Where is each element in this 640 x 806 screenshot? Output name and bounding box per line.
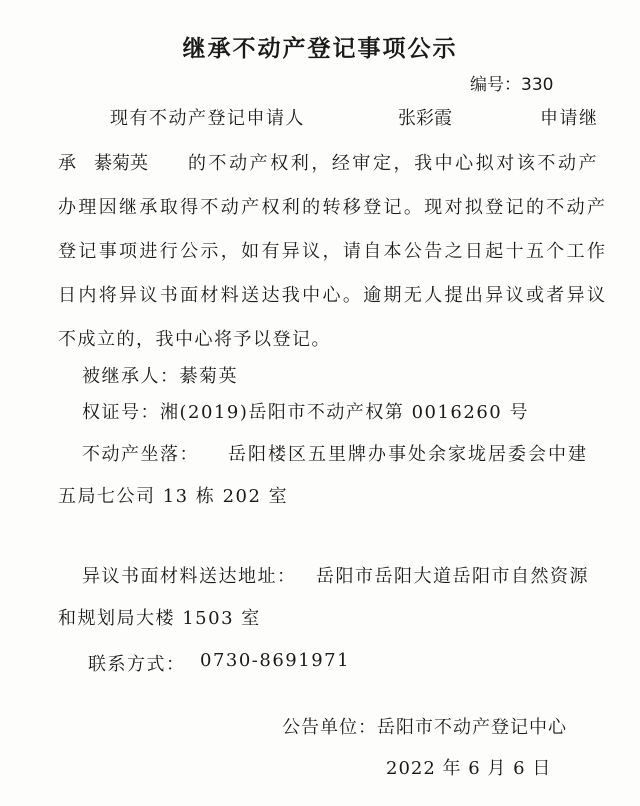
intro-prefix: 现有不动产登记申请人 xyxy=(110,108,305,129)
decedent-label: 被继承人： xyxy=(82,366,180,387)
intro-cont-prefix: 承 xyxy=(58,153,78,174)
certificate-number: 湘(2019)岳阳市不动产权第 0016260 号 xyxy=(160,402,529,423)
location-label: 不动产坐落： xyxy=(82,444,199,465)
applicant-name: 张彩霞 xyxy=(398,108,452,129)
intro-apply: 申请继 xyxy=(540,108,599,129)
contact-label: 联系方式： xyxy=(88,654,186,675)
body-line: 登记事项进行公示，如有异议，请自本公告之日起十五个工作 xyxy=(58,241,606,262)
notice-title: 继承不动产登记事项公示 xyxy=(182,36,458,62)
serial-label: 编号： xyxy=(470,75,521,95)
objection-line-2: 和规划局大楼 1503 室 xyxy=(58,608,261,629)
body-line: 的不动产权利，经审定，我中心拟对该不动产 xyxy=(188,153,598,174)
contact-phone: 0730-8691971 xyxy=(200,650,351,671)
body-line: 日内将异议书面材料送达我中心。逾期无人提出异议或者异议 xyxy=(58,285,606,306)
certificate-field xyxy=(82,398,529,424)
serial-value: 330 xyxy=(521,75,554,95)
issuer-field xyxy=(282,713,567,739)
location-line-2: 五局七公司 13 栋 202 室 xyxy=(58,486,289,507)
objection-label: 异议书面材料送达地址： xyxy=(82,566,297,587)
issuer-name: 岳阳市不动产登记中心 xyxy=(377,717,567,738)
notice-date: 2022 年 6 月 6 日 xyxy=(386,758,552,779)
location-line-1: 岳阳楼区五里牌办事处余家垅居委会中建 xyxy=(228,444,588,465)
decedent-name: 綦菊英 xyxy=(179,366,238,387)
decedent-inline: 綦菊英 xyxy=(94,153,148,174)
serial-number xyxy=(470,70,553,95)
body-line: 不成立的，我中心将予以登记。 xyxy=(58,329,331,350)
body-line: 办理因继承取得不动产权利的转移登记。现对拟登记的不动产 xyxy=(58,197,606,218)
issuer-label: 公告单位： xyxy=(282,717,377,738)
certificate-label: 权证号： xyxy=(82,402,160,423)
objection-line-1: 岳阳市岳阳大道岳阳市自然资源 xyxy=(316,566,589,587)
decedent-field xyxy=(82,362,238,388)
